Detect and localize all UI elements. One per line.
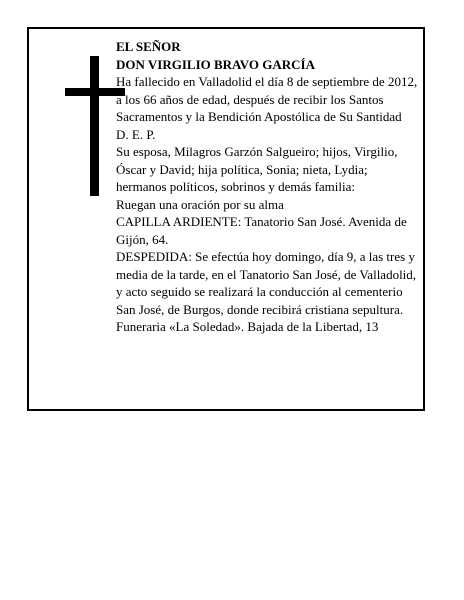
obituary-notice	[27, 27, 425, 411]
farewell-info: DESPEDIDA: Se efectúa hoy domingo, día 9, a las tres y media de la tarde, en el Tanatorio San José, de Valladolid, y acto seguido se realizará la conducción al cementerio San José, de Burgos, donde recibirá cristiana sepultura.	[116, 249, 417, 317]
death-announcement: Ha fallecido en Valladolid el día 8 de septiembre de 2012, a los 66 años de edad, después de recibir los Santos Sacramentos y la Bendición Apostólica de Su Santidad	[116, 74, 418, 124]
prayer-request: Ruegan una oración por su alma	[116, 196, 284, 212]
cross-vertical-bar	[90, 56, 99, 196]
family-list: Su esposa, Milagros Garzón Salgueiro; hijos, Virgilio, Óscar y David; hija política, Sonia; nieta, Lydia; hermanos políticos, sobrinos y demás familia:	[116, 144, 398, 194]
deceased-name: DON VIRGILIO BRAVO GARCÍA	[116, 56, 315, 72]
heading-title: EL SEÑOR	[116, 39, 181, 54]
rip-line: D. E. P.	[116, 126, 156, 142]
notice-text	[116, 38, 421, 336]
funeral-home-info: Funeraria «La Soledad». Bajada de la Libertad, 13	[116, 319, 379, 334]
chapel-info: CAPILLA ARDIENTE: Tanatorio San José. Avenida de Gijón, 64.	[116, 214, 407, 247]
